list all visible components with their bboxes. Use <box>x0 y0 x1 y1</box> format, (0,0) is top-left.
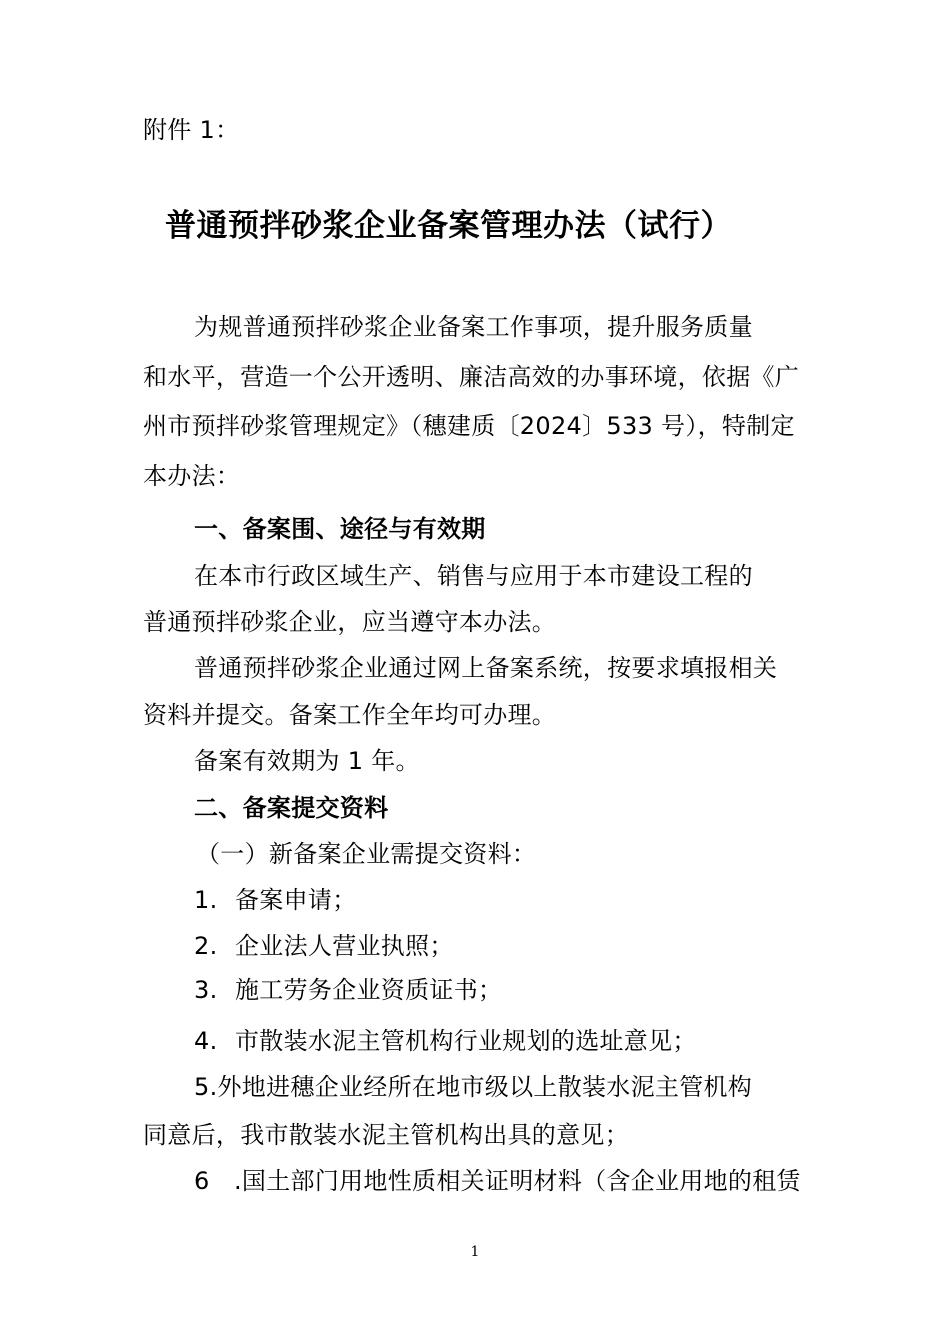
intro-line: 和水平，营造一个公开透明、廉洁高效的办事环境，依据《广 <box>143 363 800 391</box>
list-item-number: 3. <box>194 976 218 1004</box>
section-heading: 二、备案提交资料 <box>194 794 389 822</box>
list-item-number: 1. <box>194 886 218 914</box>
list-item <box>194 1166 801 1196</box>
list-item-text: .国土部门用地性质相关证明材料（含企业用地的租赁 <box>234 1167 801 1195</box>
section-text-line: 普通预拌砂浆企业通过网上备案系统，按要求填报相关 <box>194 654 778 682</box>
intro-line: 为规普通预拌砂浆企业备案工作事项，提升服务质量 <box>194 313 753 341</box>
section-subheading: （一）新备案企业需提交资料： <box>196 840 537 868</box>
page-number: 1 <box>470 1244 480 1260</box>
list-item-number: 6 <box>194 1167 210 1195</box>
section-text-line: 备案有效期为 1 年。 <box>194 747 420 775</box>
document-title: 普通预拌砂浆企业备案管理办法（试行） <box>165 208 732 244</box>
list-item-text: 市散装水泥主管机构行业规划的选址意见； <box>235 1027 697 1055</box>
list-item <box>194 975 502 1005</box>
intro-line: 本办法： <box>143 462 241 490</box>
section-heading: 一、备案围、途径与有效期 <box>194 515 486 543</box>
list-item-number: 4. <box>194 1027 218 1055</box>
list-item-text: 企业法人营业执照； <box>235 932 454 960</box>
list-item-number: 2. <box>194 932 218 960</box>
list-item <box>194 1026 697 1056</box>
section-text-line: 普通预拌砂浆企业，应当遵守本办法。 <box>143 608 557 636</box>
section-text-line: 资料并提交。备案工作全年均可办理。 <box>143 701 557 729</box>
list-item-5-line-2: 同意后，我市散装水泥主管机构出具的意见； <box>143 1121 629 1149</box>
list-item <box>194 885 357 915</box>
section-text-line: 在本市行政区域生产、销售与应用于本市建设工程的 <box>194 562 753 590</box>
list-item <box>194 931 454 961</box>
list-item-text: 备案申请； <box>235 886 357 914</box>
intro-line: 州市预拌砂浆管理规定》（穗建质〔2024〕533 号），特制定 <box>143 412 795 440</box>
list-item-text: 施工劳务企业资质证书； <box>235 976 503 1004</box>
list-item-5-line-1: 5.外地进穗企业经所在地市级以上散装水泥主管机构 <box>194 1073 753 1101</box>
attachment-label: 附件 1： <box>143 116 240 144</box>
